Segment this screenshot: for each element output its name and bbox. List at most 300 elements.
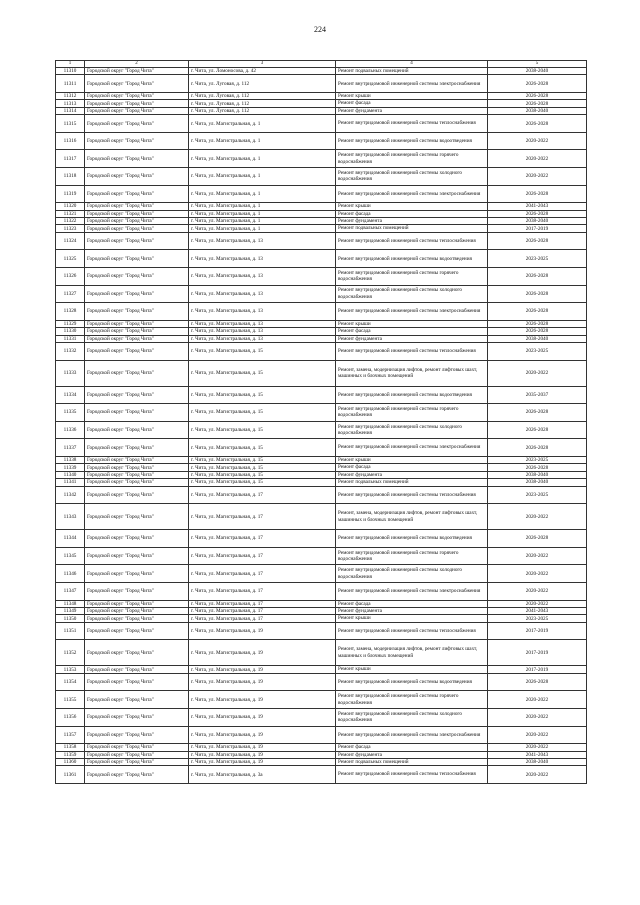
district-cell: Городской округ "Город Чита" bbox=[85, 232, 189, 250]
period-cell: 2035-2037 bbox=[488, 386, 587, 404]
table-row bbox=[56, 547, 587, 565]
district-cell: Городской округ "Город Чита" bbox=[85, 303, 189, 321]
period-cell: 2026-2028 bbox=[488, 404, 587, 422]
work-type-cell: Ремонт фундамента bbox=[336, 335, 488, 342]
period-cell: 2020-2022 bbox=[488, 726, 587, 744]
table-row bbox=[56, 726, 587, 744]
period-cell: 2020-2022 bbox=[488, 691, 587, 709]
period-cell: 2023-2025 bbox=[488, 343, 587, 361]
table-row bbox=[56, 150, 587, 168]
work-type-cell: Ремонт внутридомовой инженерной системы теплоснабжения bbox=[336, 766, 488, 784]
period-cell: 2026-2028 bbox=[488, 75, 587, 93]
period-cell: 2023-2025 bbox=[488, 456, 587, 463]
work-type-cell: Ремонт внутридомовой инженерной системы холодного водоснабжения bbox=[336, 421, 488, 439]
work-type-cell: Ремонт фундамента bbox=[336, 218, 488, 225]
work-type-cell: Ремонт фасада bbox=[336, 328, 488, 335]
table-row bbox=[56, 708, 587, 726]
row-number-cell: 11316 bbox=[56, 132, 85, 150]
period-cell: 2026-2028 bbox=[488, 210, 587, 217]
district-cell: Городской округ "Город Чита" bbox=[85, 210, 189, 217]
row-number-cell: 11348 bbox=[56, 600, 85, 607]
work-type-cell: Ремонт внутридомовой инженерной системы водоотведения bbox=[336, 386, 488, 404]
row-number-cell: 11341 bbox=[56, 479, 85, 486]
table-row bbox=[56, 100, 587, 107]
district-cell: Городской округ "Город Чита" bbox=[85, 479, 189, 486]
work-type-cell: Ремонт крыши bbox=[336, 666, 488, 673]
period-cell: 2026-2028 bbox=[488, 320, 587, 327]
row-number-cell: 11323 bbox=[56, 225, 85, 232]
district-cell: Городской округ "Город Чита" bbox=[85, 456, 189, 463]
table-row bbox=[56, 303, 587, 321]
address-cell: г. Чита, ул. Магистральная, д. 19 bbox=[189, 708, 336, 726]
row-number-cell: 11327 bbox=[56, 285, 85, 303]
period-cell: 2020-2022 bbox=[488, 360, 587, 386]
work-type-cell: Ремонт внутридомовой инженерной системы холодного водоснабжения bbox=[336, 708, 488, 726]
table-row bbox=[56, 673, 587, 691]
work-type-cell: Ремонт фундамента bbox=[336, 607, 488, 614]
table-row bbox=[56, 335, 587, 342]
table-row bbox=[56, 640, 587, 666]
period-cell: 2020-2022 bbox=[488, 744, 587, 751]
period-cell: 2026-2028 bbox=[488, 115, 587, 133]
address-cell: г. Чита, ул. Магистральная, д. 19 bbox=[189, 622, 336, 640]
period-cell: 2038-2040 bbox=[488, 471, 587, 478]
address-cell: г. Чита, ул. Магистральная, д. 13 bbox=[189, 320, 336, 327]
table-row bbox=[56, 168, 587, 186]
address-cell: г. Чита, ул. Магистральная, д. 1 bbox=[189, 210, 336, 217]
work-type-cell: Ремонт внутридомовой инженерной системы теплоснабжения bbox=[336, 622, 488, 640]
work-type-cell: Ремонт внутридомовой инженерной системы горячего водоснабжения bbox=[336, 404, 488, 422]
address-cell: г. Чита, ул. Магистральная, д. 17 bbox=[189, 530, 336, 548]
address-cell: г. Чита, ул. Магистральная, д. 19 bbox=[189, 758, 336, 765]
period-cell: 2038-2040 bbox=[488, 758, 587, 765]
work-type-cell: Ремонт крыши bbox=[336, 93, 488, 100]
table-row bbox=[56, 607, 587, 614]
address-cell: г. Чита, ул. Магистральная, д. 15 bbox=[189, 386, 336, 404]
district-cell: Городской округ "Город Чита" bbox=[85, 250, 189, 268]
column-header-3: 3 bbox=[189, 61, 336, 68]
district-cell: Городской округ "Город Чита" bbox=[85, 615, 189, 622]
work-type-cell: Ремонт внутридомовой инженерной системы холодного водоснабжения bbox=[336, 168, 488, 186]
row-number-cell: 11347 bbox=[56, 582, 85, 600]
address-cell: г. Чита, ул. Магистральная, д. 1 bbox=[189, 225, 336, 232]
period-cell: 2020-2022 bbox=[488, 504, 587, 530]
table-row bbox=[56, 691, 587, 709]
period-cell: 2020-2022 bbox=[488, 565, 587, 583]
table-row bbox=[56, 218, 587, 225]
row-number-cell: 11335 bbox=[56, 404, 85, 422]
district-cell: Городской округ "Город Чита" bbox=[85, 203, 189, 210]
work-type-cell: Ремонт внутридомовой инженерной системы холодного водоснабжения bbox=[336, 285, 488, 303]
address-cell: г. Чита, ул. Магистральная, д. 1 bbox=[189, 132, 336, 150]
work-type-cell: Ремонт внутридомовой инженерной системы электроснабжения bbox=[336, 75, 488, 93]
address-cell: г. Чита, ул. Луговая, д. 112 bbox=[189, 93, 336, 100]
row-number-cell: 11338 bbox=[56, 456, 85, 463]
address-cell: г. Чита, ул. Магистральная, д. 17 bbox=[189, 504, 336, 530]
row-number-cell: 11328 bbox=[56, 303, 85, 321]
row-number-cell: 11357 bbox=[56, 726, 85, 744]
district-cell: Городской округ "Город Чита" bbox=[85, 360, 189, 386]
row-number-cell: 11310 bbox=[56, 68, 85, 75]
work-type-cell: Ремонт фундамента bbox=[336, 107, 488, 114]
row-number-cell: 11312 bbox=[56, 93, 85, 100]
address-cell: г. Чита, ул. Магистральная, д. 19 bbox=[189, 726, 336, 744]
work-type-cell: Ремонт фасада bbox=[336, 100, 488, 107]
table-row bbox=[56, 203, 587, 210]
address-cell: г. Чита, ул. Магистральная, д. 15 bbox=[189, 456, 336, 463]
row-number-cell: 11340 bbox=[56, 471, 85, 478]
row-number-cell: 11345 bbox=[56, 547, 85, 565]
district-cell: Городской округ "Город Чита" bbox=[85, 285, 189, 303]
row-number-cell: 11350 bbox=[56, 615, 85, 622]
period-cell: 2041-2043 bbox=[488, 607, 587, 614]
work-type-cell: Ремонт внутридомовой инженерной системы теплоснабжения bbox=[336, 486, 488, 504]
table-row bbox=[56, 456, 587, 463]
district-cell: Городской округ "Город Чита" bbox=[85, 328, 189, 335]
row-number-cell: 11324 bbox=[56, 232, 85, 250]
row-number-cell: 11354 bbox=[56, 673, 85, 691]
row-number-cell: 11315 bbox=[56, 115, 85, 133]
address-cell: г. Чита, ул. Магистральная, д. 19 bbox=[189, 751, 336, 758]
district-cell: Городской округ "Город Чита" bbox=[85, 107, 189, 114]
table-row bbox=[56, 115, 587, 133]
district-cell: Городской округ "Город Чита" bbox=[85, 607, 189, 614]
address-cell: г. Чита, ул. Магистральная, д. 17 bbox=[189, 600, 336, 607]
address-cell: г. Чита, ул. Магистральная, д. 1 bbox=[189, 150, 336, 168]
address-cell: г. Чита, ул. Магистральная, д. 17 bbox=[189, 582, 336, 600]
row-number-cell: 11322 bbox=[56, 218, 85, 225]
address-cell: г. Чита, ул. Магистральная, д. 1 bbox=[189, 185, 336, 203]
work-type-cell: Ремонт внутридомовой инженерной системы горячего водоснабжения bbox=[336, 547, 488, 565]
repair-schedule-table bbox=[55, 60, 587, 784]
period-cell: 2017-2019 bbox=[488, 640, 587, 666]
district-cell: Городской округ "Город Чита" bbox=[85, 185, 189, 203]
table-row bbox=[56, 250, 587, 268]
work-type-cell: Ремонт крыши bbox=[336, 203, 488, 210]
address-cell: г. Чита, ул. Луговая, д. 112 bbox=[189, 107, 336, 114]
district-cell: Городской округ "Город Чита" bbox=[85, 75, 189, 93]
table-row bbox=[56, 107, 587, 114]
row-number-cell: 11358 bbox=[56, 744, 85, 751]
page-number: 224 bbox=[314, 25, 326, 34]
period-cell: 2038-2040 bbox=[488, 107, 587, 114]
district-cell: Городской округ "Город Чита" bbox=[85, 547, 189, 565]
table-row bbox=[56, 421, 587, 439]
district-cell: Городской округ "Город Чита" bbox=[85, 758, 189, 765]
row-number-cell: 11349 bbox=[56, 607, 85, 614]
work-type-cell: Ремонт подвальных помещений bbox=[336, 758, 488, 765]
address-cell: г. Чита, ул. Магистральная, д. 3а bbox=[189, 766, 336, 784]
address-cell: г. Чита, ул. Магистральная, д. 1 bbox=[189, 168, 336, 186]
address-cell: г. Чита, ул. Магистральная, д. 15 bbox=[189, 439, 336, 457]
table-row bbox=[56, 582, 587, 600]
period-cell: 2041-2043 bbox=[488, 203, 587, 210]
work-type-cell: Ремонт крыши bbox=[336, 615, 488, 622]
period-cell: 2020-2022 bbox=[488, 766, 587, 784]
address-cell: г. Чита, ул. Магистральная, д. 15 bbox=[189, 404, 336, 422]
address-cell: г. Чита, ул. Ломоносова, д. 42 bbox=[189, 68, 336, 75]
work-type-cell: Ремонт внутридомовой инженерной системы электроснабжения bbox=[336, 439, 488, 457]
table-row bbox=[56, 68, 587, 75]
district-cell: Городской округ "Город Чита" bbox=[85, 335, 189, 342]
district-cell: Городской округ "Город Чита" bbox=[85, 622, 189, 640]
district-cell: Городской округ "Город Чита" bbox=[85, 225, 189, 232]
row-number-cell: 11314 bbox=[56, 107, 85, 114]
row-number-cell: 11351 bbox=[56, 622, 85, 640]
address-cell: г. Чита, ул. Магистральная, д. 15 bbox=[189, 464, 336, 471]
district-cell: Городской округ "Город Чита" bbox=[85, 439, 189, 457]
district-cell: Городской округ "Город Чита" bbox=[85, 115, 189, 133]
address-cell: г. Чита, ул. Магистральная, д. 17 bbox=[189, 547, 336, 565]
table-row bbox=[56, 751, 587, 758]
district-cell: Городской округ "Город Чита" bbox=[85, 168, 189, 186]
period-cell: 2026-2028 bbox=[488, 232, 587, 250]
period-cell: 2026-2028 bbox=[488, 303, 587, 321]
work-type-cell: Ремонт фасада bbox=[336, 210, 488, 217]
district-cell: Городской округ "Город Чита" bbox=[85, 726, 189, 744]
work-type-cell: Ремонт внутридомовой инженерной системы горячего водоснабжения bbox=[336, 691, 488, 709]
district-cell: Городской округ "Город Чита" bbox=[85, 150, 189, 168]
work-type-cell: Ремонт крыши bbox=[336, 456, 488, 463]
table-row bbox=[56, 486, 587, 504]
period-cell: 2026-2028 bbox=[488, 530, 587, 548]
period-cell: 2020-2022 bbox=[488, 547, 587, 565]
address-cell: г. Чита, ул. Магистральная, д. 13 bbox=[189, 335, 336, 342]
district-cell: Городской округ "Город Чита" bbox=[85, 320, 189, 327]
address-cell: г. Чита, ул. Магистральная, д. 17 bbox=[189, 615, 336, 622]
period-cell: 2026-2028 bbox=[488, 285, 587, 303]
district-cell: Городской округ "Город Чита" bbox=[85, 751, 189, 758]
row-number-cell: 11313 bbox=[56, 100, 85, 107]
address-cell: г. Чита, ул. Магистральная, д. 19 bbox=[189, 666, 336, 673]
period-cell: 2023-2025 bbox=[488, 615, 587, 622]
table-row bbox=[56, 404, 587, 422]
table-row bbox=[56, 268, 587, 286]
row-number-cell: 11333 bbox=[56, 360, 85, 386]
row-number-cell: 11320 bbox=[56, 203, 85, 210]
work-type-cell: Ремонт внутридомовой инженерной системы водоотведения bbox=[336, 132, 488, 150]
row-number-cell: 11356 bbox=[56, 708, 85, 726]
column-header-5: 5 bbox=[488, 61, 587, 68]
work-type-cell: Ремонт крыши bbox=[336, 320, 488, 327]
district-cell: Городской округ "Город Чита" bbox=[85, 708, 189, 726]
period-cell: 2020-2022 bbox=[488, 708, 587, 726]
table-row bbox=[56, 479, 587, 486]
work-type-cell: Ремонт, замена, модернизация лифтов, ремонт лифтовых шахт, машинных и блочных помещений bbox=[336, 360, 488, 386]
address-cell: г. Чита, ул. Магистральная, д. 15 bbox=[189, 360, 336, 386]
row-number-cell: 11330 bbox=[56, 328, 85, 335]
table-row bbox=[56, 666, 587, 673]
period-cell: 2026-2028 bbox=[488, 421, 587, 439]
period-cell: 2020-2022 bbox=[488, 582, 587, 600]
address-cell: г. Чита, ул. Магистральная, д. 15 bbox=[189, 471, 336, 478]
table-row bbox=[56, 360, 587, 386]
table-row bbox=[56, 565, 587, 583]
address-cell: г. Чита, ул. Магистральная, д. 17 bbox=[189, 565, 336, 583]
work-type-cell: Ремонт подвальных помещений bbox=[336, 479, 488, 486]
address-cell: г. Чита, ул. Магистральная, д. 13 bbox=[189, 232, 336, 250]
work-type-cell: Ремонт внутридомовой инженерной системы электроснабжения bbox=[336, 726, 488, 744]
row-number-cell: 11361 bbox=[56, 766, 85, 784]
work-type-cell: Ремонт подвальных помещений bbox=[336, 225, 488, 232]
row-number-cell: 11339 bbox=[56, 464, 85, 471]
period-cell: 2020-2022 bbox=[488, 600, 587, 607]
row-number-cell: 11331 bbox=[56, 335, 85, 342]
work-type-cell: Ремонт внутридомовой инженерной системы горячего водоснабжения bbox=[336, 150, 488, 168]
period-cell: 2017-2019 bbox=[488, 622, 587, 640]
period-cell: 2020-2022 bbox=[488, 150, 587, 168]
address-cell: г. Чита, ул. Магистральная, д. 1 bbox=[189, 203, 336, 210]
address-cell: г. Чита, ул. Магистральная, д. 19 bbox=[189, 673, 336, 691]
row-number-cell: 11317 bbox=[56, 150, 85, 168]
work-type-cell: Ремонт подвальных помещений bbox=[336, 68, 488, 75]
row-number-cell: 11342 bbox=[56, 486, 85, 504]
district-cell: Городской округ "Город Чита" bbox=[85, 640, 189, 666]
district-cell: Городской округ "Город Чита" bbox=[85, 691, 189, 709]
period-cell: 2026-2028 bbox=[488, 673, 587, 691]
work-type-cell: Ремонт внутридомовой инженерной системы электроснабжения bbox=[336, 582, 488, 600]
address-cell: г. Чита, ул. Магистральная, д. 17 bbox=[189, 486, 336, 504]
table-header-row bbox=[56, 61, 587, 68]
district-cell: Городской округ "Город Чита" bbox=[85, 404, 189, 422]
row-number-cell: 11319 bbox=[56, 185, 85, 203]
table-row bbox=[56, 471, 587, 478]
work-type-cell: Ремонт внутридомовой инженерной системы горячего водоснабжения bbox=[336, 268, 488, 286]
work-type-cell: Ремонт внутридомовой инженерной системы водоотведения bbox=[336, 250, 488, 268]
work-type-cell: Ремонт фундамента bbox=[336, 751, 488, 758]
district-cell: Городской округ "Город Чита" bbox=[85, 93, 189, 100]
period-cell: 2026-2028 bbox=[488, 328, 587, 335]
row-number-cell: 11352 bbox=[56, 640, 85, 666]
address-cell: г. Чита, ул. Магистральная, д. 15 bbox=[189, 421, 336, 439]
table-row bbox=[56, 622, 587, 640]
work-type-cell: Ремонт внутридомовой инженерной системы теплоснабжения bbox=[336, 115, 488, 133]
district-cell: Городской округ "Город Чита" bbox=[85, 421, 189, 439]
district-cell: Городской округ "Город Чита" bbox=[85, 471, 189, 478]
address-cell: г. Чита, ул. Магистральная, д. 1 bbox=[189, 218, 336, 225]
district-cell: Городской округ "Город Чита" bbox=[85, 600, 189, 607]
work-type-cell: Ремонт, замена, модернизация лифтов, ремонт лифтовых шахт, машинных и блочных помещений bbox=[336, 504, 488, 530]
period-cell: 2023-2025 bbox=[488, 250, 587, 268]
row-number-cell: 11343 bbox=[56, 504, 85, 530]
district-cell: Городской округ "Город Чита" bbox=[85, 100, 189, 107]
district-cell: Городской округ "Город Чита" bbox=[85, 530, 189, 548]
row-number-cell: 11346 bbox=[56, 565, 85, 583]
address-cell: г. Чита, ул. Луговая, д. 112 bbox=[189, 75, 336, 93]
row-number-cell: 11318 bbox=[56, 168, 85, 186]
address-cell: г. Чита, ул. Луговая, д. 112 bbox=[189, 100, 336, 107]
table-row bbox=[56, 343, 587, 361]
district-cell: Городской округ "Город Чита" bbox=[85, 386, 189, 404]
table-row bbox=[56, 758, 587, 765]
row-number-cell: 11329 bbox=[56, 320, 85, 327]
table-row bbox=[56, 464, 587, 471]
table-row bbox=[56, 615, 587, 622]
work-type-cell: Ремонт фасада bbox=[336, 744, 488, 751]
address-cell: г. Чита, ул. Магистральная, д. 13 bbox=[189, 328, 336, 335]
table-row bbox=[56, 132, 587, 150]
period-cell: 2026-2028 bbox=[488, 268, 587, 286]
row-number-cell: 11334 bbox=[56, 386, 85, 404]
table-row bbox=[56, 439, 587, 457]
work-type-cell: Ремонт внутридомовой инженерной системы электроснабжения bbox=[336, 185, 488, 203]
address-cell: г. Чита, ул. Магистральная, д. 19 bbox=[189, 691, 336, 709]
row-number-cell: 11344 bbox=[56, 530, 85, 548]
column-header-4: 4 bbox=[336, 61, 488, 68]
address-cell: г. Чита, ул. Магистральная, д. 15 bbox=[189, 479, 336, 486]
district-cell: Городской округ "Город Чита" bbox=[85, 464, 189, 471]
table-row bbox=[56, 285, 587, 303]
table-row bbox=[56, 386, 587, 404]
row-number-cell: 11359 bbox=[56, 751, 85, 758]
row-number-cell: 11337 bbox=[56, 439, 85, 457]
period-cell: 2017-2019 bbox=[488, 666, 587, 673]
address-cell: г. Чита, ул. Магистральная, д. 13 bbox=[189, 285, 336, 303]
district-cell: Городской округ "Город Чита" bbox=[85, 565, 189, 583]
work-type-cell: Ремонт внутридомовой инженерной системы водоотведения bbox=[336, 673, 488, 691]
period-cell: 2017-2019 bbox=[488, 225, 587, 232]
row-number-cell: 11321 bbox=[56, 210, 85, 217]
row-number-cell: 11355 bbox=[56, 691, 85, 709]
period-cell: 2026-2028 bbox=[488, 100, 587, 107]
address-cell: г. Чита, ул. Магистральная, д. 15 bbox=[189, 343, 336, 361]
district-cell: Городской округ "Город Чита" bbox=[85, 486, 189, 504]
table-row bbox=[56, 766, 587, 784]
period-cell: 2041-2043 bbox=[488, 751, 587, 758]
address-cell: г. Чита, ул. Магистральная, д. 13 bbox=[189, 303, 336, 321]
row-number-cell: 11311 bbox=[56, 75, 85, 93]
period-cell: 2020-2022 bbox=[488, 132, 587, 150]
work-type-cell: Ремонт внутридомовой инженерной системы теплоснабжения bbox=[336, 343, 488, 361]
table-row bbox=[56, 504, 587, 530]
address-cell: г. Чита, ул. Магистральная, д. 1 bbox=[189, 115, 336, 133]
table-row bbox=[56, 232, 587, 250]
district-cell: Городской округ "Город Чита" bbox=[85, 744, 189, 751]
period-cell: 2026-2028 bbox=[488, 439, 587, 457]
table-row bbox=[56, 600, 587, 607]
work-type-cell: Ремонт внутридомовой инженерной системы холодного водоснабжения bbox=[336, 565, 488, 583]
row-number-cell: 11353 bbox=[56, 666, 85, 673]
table-row bbox=[56, 320, 587, 327]
work-type-cell: Ремонт внутридомовой инженерной системы электроснабжения bbox=[336, 303, 488, 321]
address-cell: г. Чита, ул. Магистральная, д. 13 bbox=[189, 268, 336, 286]
table-row bbox=[56, 210, 587, 217]
work-type-cell: Ремонт внутридомовой инженерной системы водоотведения bbox=[336, 530, 488, 548]
period-cell: 2023-2025 bbox=[488, 486, 587, 504]
district-cell: Городской округ "Город Чита" bbox=[85, 582, 189, 600]
district-cell: Городской округ "Город Чита" bbox=[85, 766, 189, 784]
district-cell: Городской округ "Город Чита" bbox=[85, 68, 189, 75]
district-cell: Городской округ "Город Чита" bbox=[85, 673, 189, 691]
district-cell: Городской округ "Город Чита" bbox=[85, 132, 189, 150]
table-row bbox=[56, 744, 587, 751]
row-number-cell: 11360 bbox=[56, 758, 85, 765]
period-cell: 2026-2028 bbox=[488, 464, 587, 471]
work-type-cell: Ремонт внутридомовой инженерной системы теплоснабжения bbox=[336, 232, 488, 250]
district-cell: Городской округ "Город Чита" bbox=[85, 268, 189, 286]
address-cell: г. Чита, ул. Магистральная, д. 19 bbox=[189, 640, 336, 666]
work-type-cell: Ремонт фундамента bbox=[336, 471, 488, 478]
period-cell: 2026-2028 bbox=[488, 185, 587, 203]
address-cell: г. Чита, ул. Магистральная, д. 13 bbox=[189, 250, 336, 268]
district-cell: Городской округ "Город Чита" bbox=[85, 504, 189, 530]
address-cell: г. Чита, ул. Магистральная, д. 17 bbox=[189, 607, 336, 614]
work-type-cell: Ремонт, замена, модернизация лифтов, ремонт лифтовых шахт, машинных и блочных помещений bbox=[336, 640, 488, 666]
period-cell: 2038-2040 bbox=[488, 479, 587, 486]
address-cell: г. Чита, ул. Магистральная, д. 19 bbox=[189, 744, 336, 751]
row-number-cell: 11325 bbox=[56, 250, 85, 268]
period-cell: 2020-2022 bbox=[488, 168, 587, 186]
